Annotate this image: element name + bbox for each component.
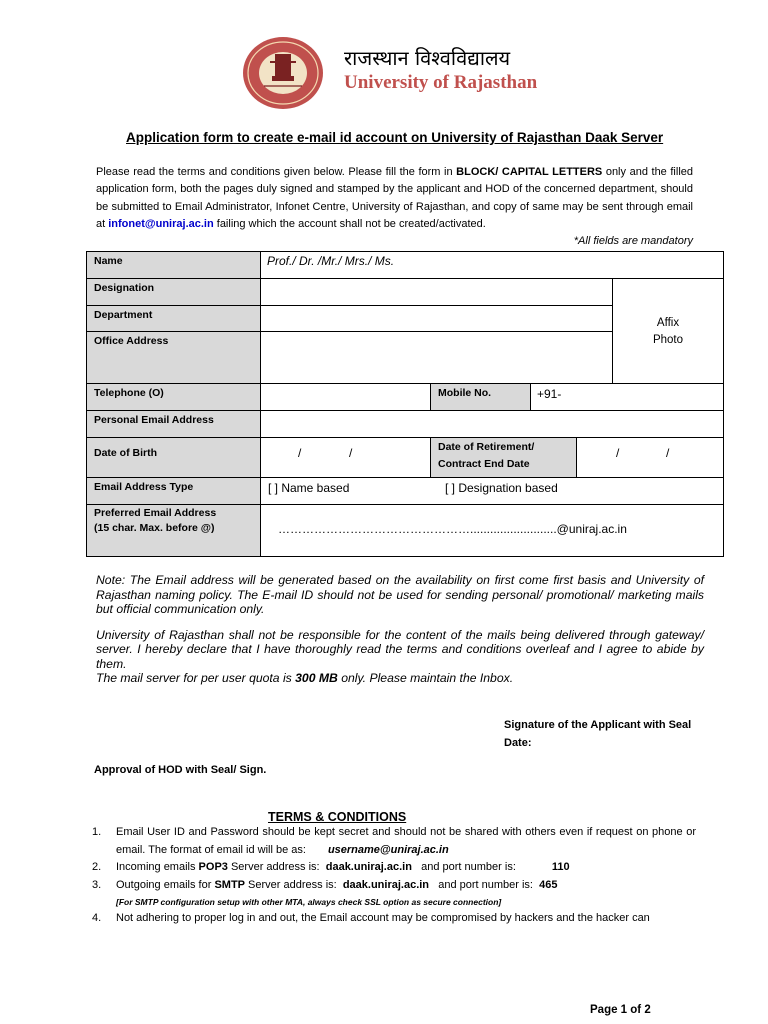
term-item: 4. Not adhering to proper log in and out, the Email account may be compromised by hackers and the hacker can [92,912,650,924]
applicant-signature-block: Signature of the Applicant with Seal Date: [504,719,692,749]
name-label: Name [86,251,261,279]
mobile-field[interactable]: +91- [530,383,724,411]
note-declaration: University of Rajasthan shall not be responsible for the content of the mails being delivered through gateway/ server. I hereby declare that I have thoroughly read the terms and conditions overleaf and I agree to abide by them. [96,627,704,671]
personal-email-label: Personal Email Address [86,410,261,438]
terms-list [92,824,696,928]
note-availability: Note: The Email address will be generated based on the availability on first come first basis and University of Rajasthan naming policy. The E-mail ID should not be used for sending personal/ promotional/ marketing mails but official communication only. [96,573,704,616]
page-number: Page 1 of 2 [590,1004,651,1016]
personal-email-field[interactable] [260,410,724,438]
university-name-english: University of Rajasthan [344,72,538,93]
form-title: Application form to create e-mail id account on University of Rajasthan Daak Server [126,130,664,145]
instructions-paragraph: Please read the terms and conditions given below. Please fill the form in BLOCK/ CAPITAL LETTERS only and the filled application form, both the pages duly signed and stamped by the applicant and HOD of the concerned department, should be submitted to Email Administrator, Infonet Centre, University of Rajasthan, and copy of same may be sent through email at infonet@uniraj.ac.in failing which the account shall not be created/activated. [96,166,693,231]
dob-field[interactable]: / / [260,437,431,478]
notes-section [96,573,704,697]
infonet-email-link[interactable]: infonet@uniraj.ac.in [108,218,214,231]
designation-label: Designation [86,278,261,306]
retirement-date-label: Date of Retirement/ Contract End Date [430,437,577,478]
designation-field[interactable] [260,278,613,306]
term-item: 3. Outgoing emails for SMTP Server address is: daak.uniraj.ac.in and port number is: 465 [92,878,558,891]
telephone-field[interactable] [260,383,431,411]
office-address-field[interactable] [260,331,613,384]
terms-heading: TERMS & CONDITIONS [268,810,407,824]
telephone-label: Telephone (O) [86,383,261,411]
affix-photo-box: Affix Photo [612,278,724,384]
email-type-field [260,477,724,505]
email-type-label: Email Address Type [86,477,261,505]
department-label: Department [86,305,261,332]
mandatory-note: *All fields are mandatory [573,235,693,247]
smtp-note: [For SMTP configuration setup with other MTA, always check SSL option as secure connection] [116,897,502,907]
name-based-checkbox[interactable]: [ ] Name based [268,481,350,495]
dob-label: Date of Birth [86,437,261,478]
university-seal-logo [242,36,324,110]
university-name-hindi: राजस्थान विश्वविद्यालय [344,46,511,70]
designation-based-checkbox[interactable]: [ ] Designation based [445,481,558,495]
term-item: 1. Email User ID and Password should be kept secret and should not be shared with others even if request on phone or email. The format of email id will be as: username@uniraj.ac.in [92,826,696,856]
preferred-email-field[interactable]: …………………………………………..........................@uniraj.ac.in [260,504,724,557]
office-address-label: Office Address [86,331,261,384]
mobile-label: Mobile No. [430,383,531,411]
preferred-email-label: Preferred Email Address (15 char. Max. before @) [86,504,261,557]
retirement-date-field[interactable]: / / [576,437,724,478]
department-field[interactable] [260,305,613,332]
name-field[interactable]: Prof./ Dr. /Mr./ Mrs./ Ms. [260,251,724,279]
note-quota: The mail server for per user quota is 300 MB only. Please maintain the Inbox. [96,671,514,685]
hod-approval: Approval of HOD with Seal/ Sign. [94,764,267,776]
term-item: 2. Incoming emails POP3 Server address is: daak.uniraj.ac.in and port number is: 110 [92,861,570,873]
